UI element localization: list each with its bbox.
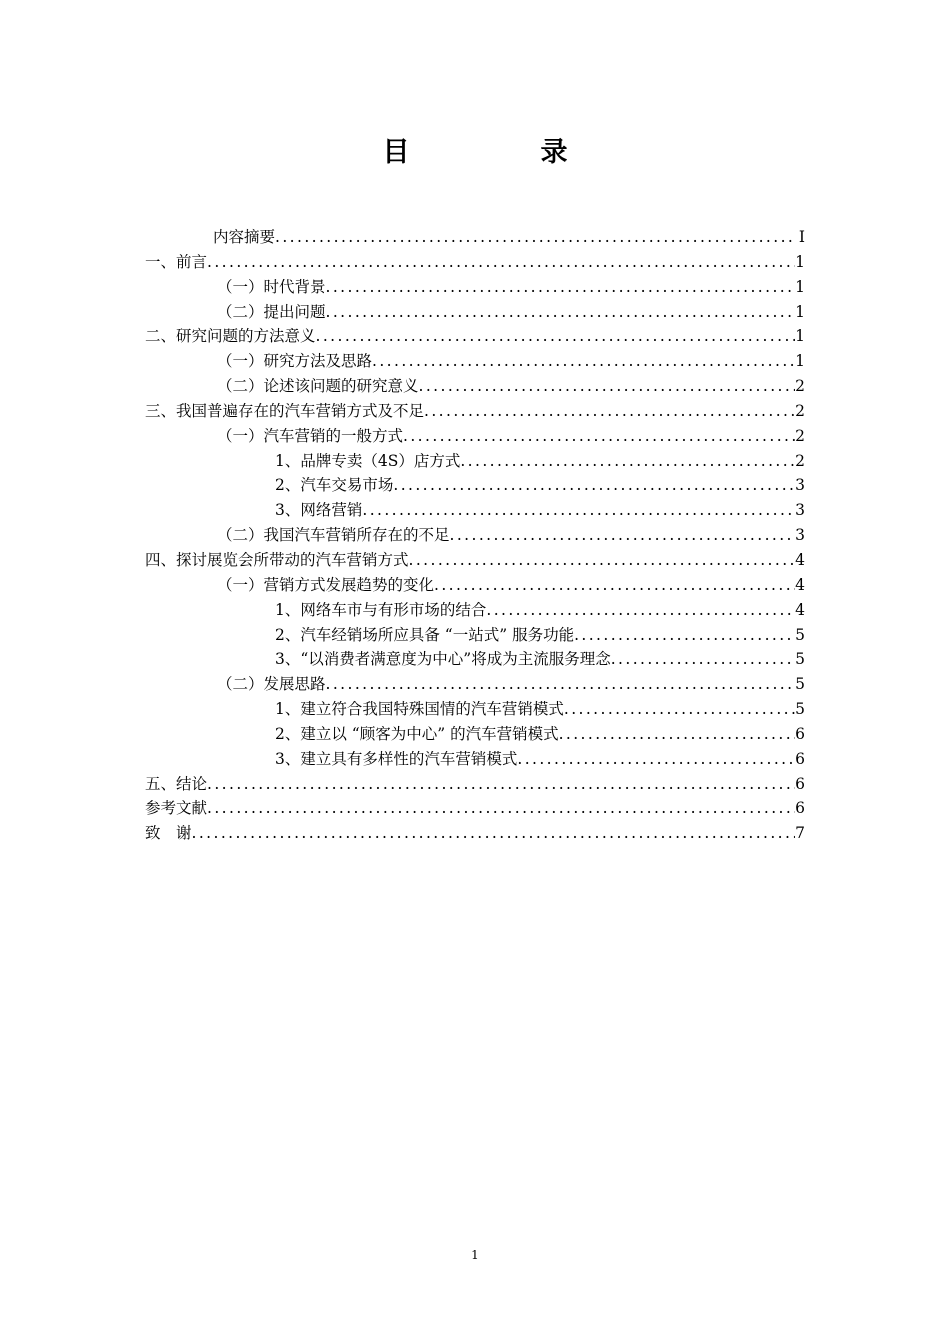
toc-dot-leader	[326, 303, 795, 321]
toc-entry-page: 1	[795, 252, 805, 271]
toc-entry[interactable]	[145, 796, 805, 821]
toc-entry[interactable]	[145, 697, 805, 722]
toc-dot-leader	[192, 824, 795, 842]
toc-entry[interactable]	[145, 250, 805, 275]
toc-entry[interactable]	[145, 498, 805, 523]
toc-dot-leader	[372, 352, 795, 370]
toc-entry-page: 5	[795, 700, 805, 719]
toc-entry-label: 2、建立以 “顾客为中心” 的汽车营销模式	[275, 724, 559, 743]
toc-dot-leader	[207, 253, 795, 271]
toc-entry[interactable]	[145, 647, 805, 672]
toc-dot-leader	[460, 452, 795, 470]
toc-dot-leader	[316, 327, 795, 345]
toc-dot-leader	[409, 551, 795, 569]
toc-entry[interactable]	[145, 225, 805, 250]
toc-entry-label: （一）时代背景	[217, 277, 326, 296]
toc-dot-leader	[326, 675, 795, 693]
toc-entry-label: 3、建立具有多样性的汽车营销模式	[275, 749, 518, 768]
toc-entry[interactable]	[145, 523, 805, 548]
toc-entry-label: （一）营销方式发展趋势的变化	[217, 575, 435, 594]
toc-dot-leader	[611, 650, 795, 668]
toc-dot-leader	[559, 725, 795, 743]
toc-entry[interactable]	[145, 374, 805, 399]
toc-entry[interactable]	[145, 349, 805, 374]
toc-entry-label: （二）我国汽车营销所存在的不足	[217, 526, 450, 545]
toc-entry-page: 2	[795, 426, 805, 445]
toc-entry-label: 致 谢	[145, 824, 192, 843]
toc-dot-leader	[403, 427, 795, 445]
toc-entry-page: 6	[795, 724, 805, 743]
toc-entry[interactable]	[145, 399, 805, 424]
toc-entry[interactable]	[145, 424, 805, 449]
toc-entry-page: 5	[795, 625, 805, 644]
toc-dot-leader	[207, 799, 795, 817]
toc-entry-page: 2	[795, 377, 805, 396]
toc-entry-label: 1、网络车市与有形市场的结合	[275, 600, 487, 619]
toc-entry-page: 6	[795, 799, 805, 818]
toc-entry[interactable]	[145, 275, 805, 300]
toc-dot-leader	[574, 626, 795, 644]
toc-entry[interactable]	[145, 623, 805, 648]
toc-dot-leader	[362, 501, 795, 519]
toc-dot-leader	[486, 601, 795, 619]
toc-entry[interactable]	[145, 324, 805, 349]
toc-dot-leader	[326, 278, 795, 296]
toc-entry-label: 参考文献	[145, 799, 208, 818]
toc-entry-page: 4	[795, 600, 805, 619]
toc-entry-label: 一、前言	[145, 252, 208, 271]
toc-dot-leader	[207, 775, 795, 793]
toc-dot-leader	[450, 526, 795, 544]
toc-entry-page: 1	[795, 302, 805, 321]
toc-entry-label: 二、研究问题的方法意义	[145, 327, 316, 346]
toc-entry-page: 3	[795, 526, 805, 545]
toc-entry-label: 2、汽车交易市场	[275, 476, 394, 495]
toc-entry-page: 7	[795, 824, 805, 843]
toc-entry-page: 1	[795, 327, 805, 346]
toc-entry[interactable]	[145, 473, 805, 498]
toc-entry-page: 1	[795, 277, 805, 296]
toc-entry-page: 5	[795, 675, 805, 694]
toc-entry[interactable]	[145, 300, 805, 325]
toc-entry-page: 4	[795, 550, 805, 569]
toc-entry[interactable]	[145, 747, 805, 772]
toc-entry-page: 1	[795, 352, 805, 371]
toc-entry-label: （二）提出问题	[217, 302, 326, 321]
toc-dot-leader	[275, 228, 795, 246]
toc-entry[interactable]	[145, 672, 805, 697]
toc-entry-label: 三、我国普遍存在的汽车营销方式及不足	[145, 401, 425, 420]
page-title: 目 录	[382, 137, 620, 168]
toc-entry-label: （一）研究方法及思路	[217, 352, 373, 371]
toc-entry-label: 五、结论	[145, 774, 208, 793]
table-of-contents	[145, 225, 805, 846]
toc-entry[interactable]	[145, 772, 805, 797]
toc-entry-label: （一）汽车营销的一般方式	[217, 426, 404, 445]
toc-entry-page: Ⅰ	[798, 228, 805, 246]
toc-entry-page: 2	[795, 401, 805, 420]
toc-entry-label: 2、汽车经销场所应具备 “一站式” 服务功能	[275, 625, 575, 644]
toc-entry-page: 3	[795, 501, 805, 520]
toc-entry-page: 5	[795, 650, 805, 669]
toc-entry-label: 1、品牌专卖（4S）店方式	[275, 451, 461, 470]
toc-entry[interactable]	[145, 821, 805, 846]
toc-entry[interactable]	[145, 598, 805, 623]
toc-entry-label: （二）发展思路	[217, 675, 326, 694]
toc-dot-leader	[434, 576, 795, 594]
toc-dot-leader	[564, 700, 795, 718]
toc-entry[interactable]	[145, 449, 805, 474]
toc-dot-leader	[424, 402, 795, 420]
toc-entry[interactable]	[145, 548, 805, 573]
page-number: 1	[471, 1248, 479, 1262]
toc-entry-label: 1、建立符合我国特殊国情的汽车营销模式	[275, 700, 564, 719]
toc-entry-label: 内容摘要	[213, 228, 276, 246]
toc-entry-page: 2	[795, 451, 805, 470]
toc-entry-label: 3、“以消费者满意度为中心”将成为主流服务理念	[275, 650, 611, 669]
toc-dot-leader	[517, 750, 795, 768]
toc-entry[interactable]	[145, 722, 805, 747]
toc-entry-page: 4	[795, 575, 805, 594]
toc-entry-page: 6	[795, 749, 805, 768]
toc-entry-label: （二）论述该问题的研究意义	[217, 377, 419, 396]
toc-entry-label: 3、网络营销	[275, 501, 363, 520]
toc-entry-page: 3	[795, 476, 805, 495]
toc-dot-leader	[393, 476, 795, 494]
toc-entry-page: 6	[795, 774, 805, 793]
toc-entry-label: 四、探讨展览会所带动的汽车营销方式	[145, 550, 409, 569]
toc-entry[interactable]	[145, 573, 805, 598]
toc-dot-leader	[419, 377, 795, 395]
